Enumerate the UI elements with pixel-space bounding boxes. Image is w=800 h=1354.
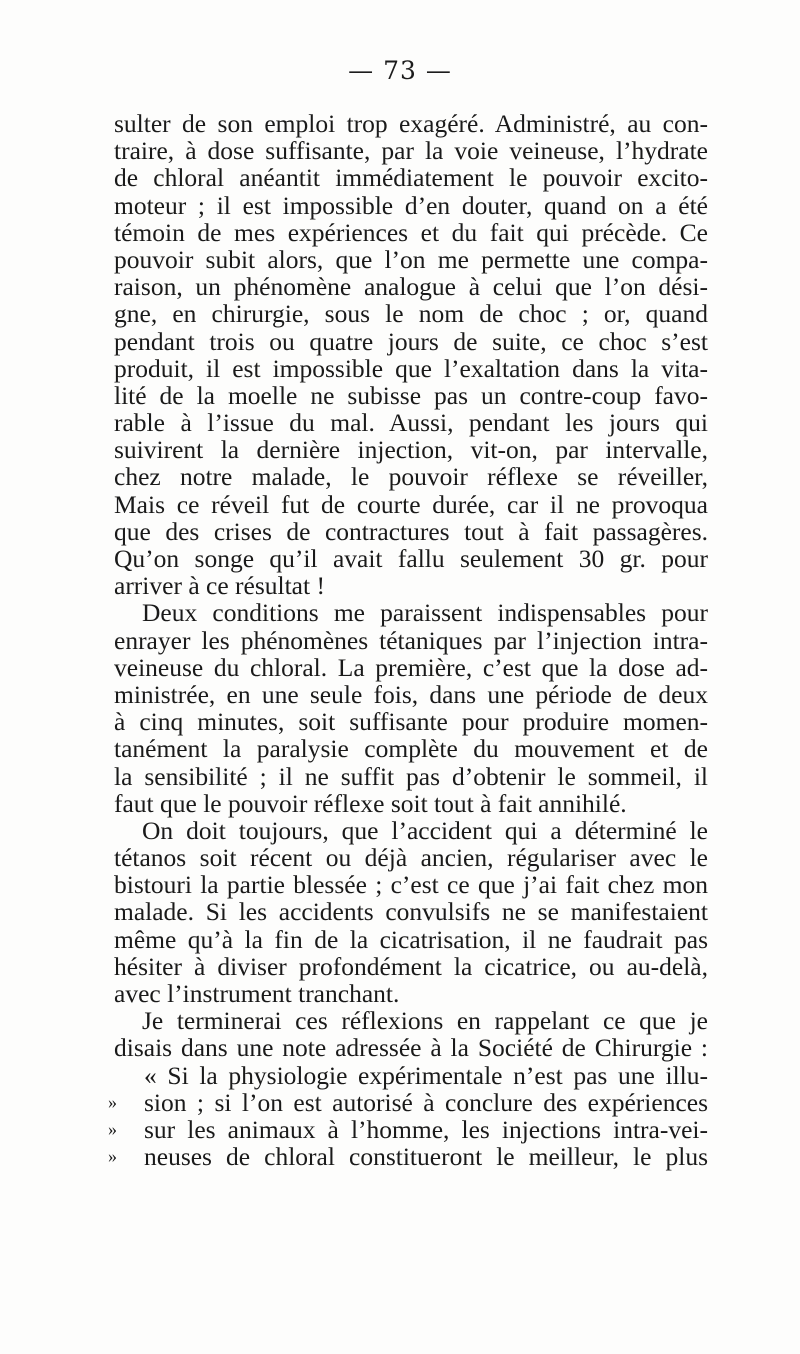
text-line: disais dans une note adressée à la Société de Chirurgie :	[114, 1033, 708, 1063]
text-line: suivirent la dernière injection, vit-on, par intervalle,	[114, 435, 708, 465]
paragraph-start-line: Deux conditions me paraissent indispensables pour	[142, 598, 708, 628]
text-line: Mais ce réveil fut de courte durée, car il ne provoqua	[114, 489, 708, 519]
quote-line	[108, 1142, 708, 1172]
quote-line	[108, 1087, 708, 1117]
text-line: traire, à dose suffisante, par la voie veineuse, l’hydrate	[114, 136, 708, 166]
text-line: arriver à ce résultat !	[114, 571, 325, 601]
text-line: que des crises de contractures tout à fait passagères.	[114, 516, 708, 546]
text-line: produit, il est impossible que l’exaltation dans la vita-	[114, 353, 708, 383]
quote-mark: »	[108, 1118, 117, 1139]
text-line: chez notre malade, le pouvoir réflexe se réveiller,	[114, 462, 708, 492]
paragraph-start-line: On doit toujours, que l’accident qui a déterminé le	[142, 815, 708, 845]
page-number: — 73 —	[348, 56, 452, 85]
text-line: ministrée, en une seule fois, dans une période de deux	[114, 679, 708, 709]
text-line: faut que le pouvoir réflexe soit tout à fait annihilé.	[114, 788, 627, 818]
text-line: raison, un phénomène analogue à celui que l’on dési-	[114, 272, 708, 302]
text-line: tétanos soit récent ou déjà ancien, régulariser avec le	[114, 843, 708, 873]
text-line: veineuse du chloral. La première, c’est que la dose ad-	[114, 652, 708, 682]
body-text	[108, 109, 708, 1172]
text-line: gne, en chirurgie, sous le nom de choc ; or, quand	[114, 299, 708, 329]
quote-mark: »	[108, 1146, 117, 1167]
quote-line-text: sion ; si l’on est autorisé à conclure des expériences	[144, 1087, 708, 1117]
text-line: sulter de son emploi trop exagéré. Administré, au con-	[114, 109, 708, 138]
text-line: bistouri la partie blessée ; c’est ce que j’ai fait chez mon	[114, 870, 708, 900]
text-line: enrayer les phénomènes tétaniques par l’injection intra-	[114, 625, 708, 655]
quote-line-text: neuses de chloral constitueront le meilleur, le plus	[144, 1142, 708, 1172]
text-line: hésiter à diviser profondément la cicatrice, ou au-delà,	[114, 951, 708, 981]
text-line: même qu’à la fin de la cicatrisation, il ne faudrait pas	[114, 924, 708, 954]
text-line: témoin de mes expériences et du fait qui précède. Ce	[114, 217, 708, 247]
paragraph-start-line: Je terminerai ces réflexions en rappelant ce que je	[142, 1006, 708, 1036]
text-line: la sensibilité ; il ne suffit pas d’obtenir le sommeil, il	[114, 761, 708, 791]
text-line: malade. Si les accidents convulsifs ne se manifestaient	[114, 897, 708, 927]
text-line: moteur ; il est impossible d’en douter, quand on a été	[114, 190, 708, 220]
text-line: à cinq minutes, soit suffisante pour produire momen-	[114, 707, 708, 737]
text-line: tanément la paralysie complète du mouvement et de	[114, 734, 708, 764]
text-line: Qu’on songe qu’il avait fallu seulement 30 gr. pour	[114, 544, 708, 573]
quote-line	[108, 1114, 708, 1144]
text-line: lité de la moelle ne subisse pas un contre-coup favo-	[114, 380, 708, 410]
text-line: rable à l’issue du mal. Aussi, pendant les jours qui	[114, 408, 708, 438]
quote-line-text: sur les animaux à l’homme, les injections intra-vei-	[144, 1114, 708, 1144]
text-line: avec l’instrument tranchant.	[114, 979, 400, 1008]
text-line: pouvoir subit alors, que l’on me permette une compa-	[114, 244, 708, 274]
text-line: de chloral anéantit immédiatement le pouvoir excito-	[114, 163, 708, 193]
quote-mark: »	[108, 1091, 117, 1112]
quote-line: « Si la physiologie expérimentale n’est pas une illu-	[144, 1060, 708, 1090]
text-line: pendant trois ou quatre jours de suite, ce choc s’est	[114, 326, 708, 356]
